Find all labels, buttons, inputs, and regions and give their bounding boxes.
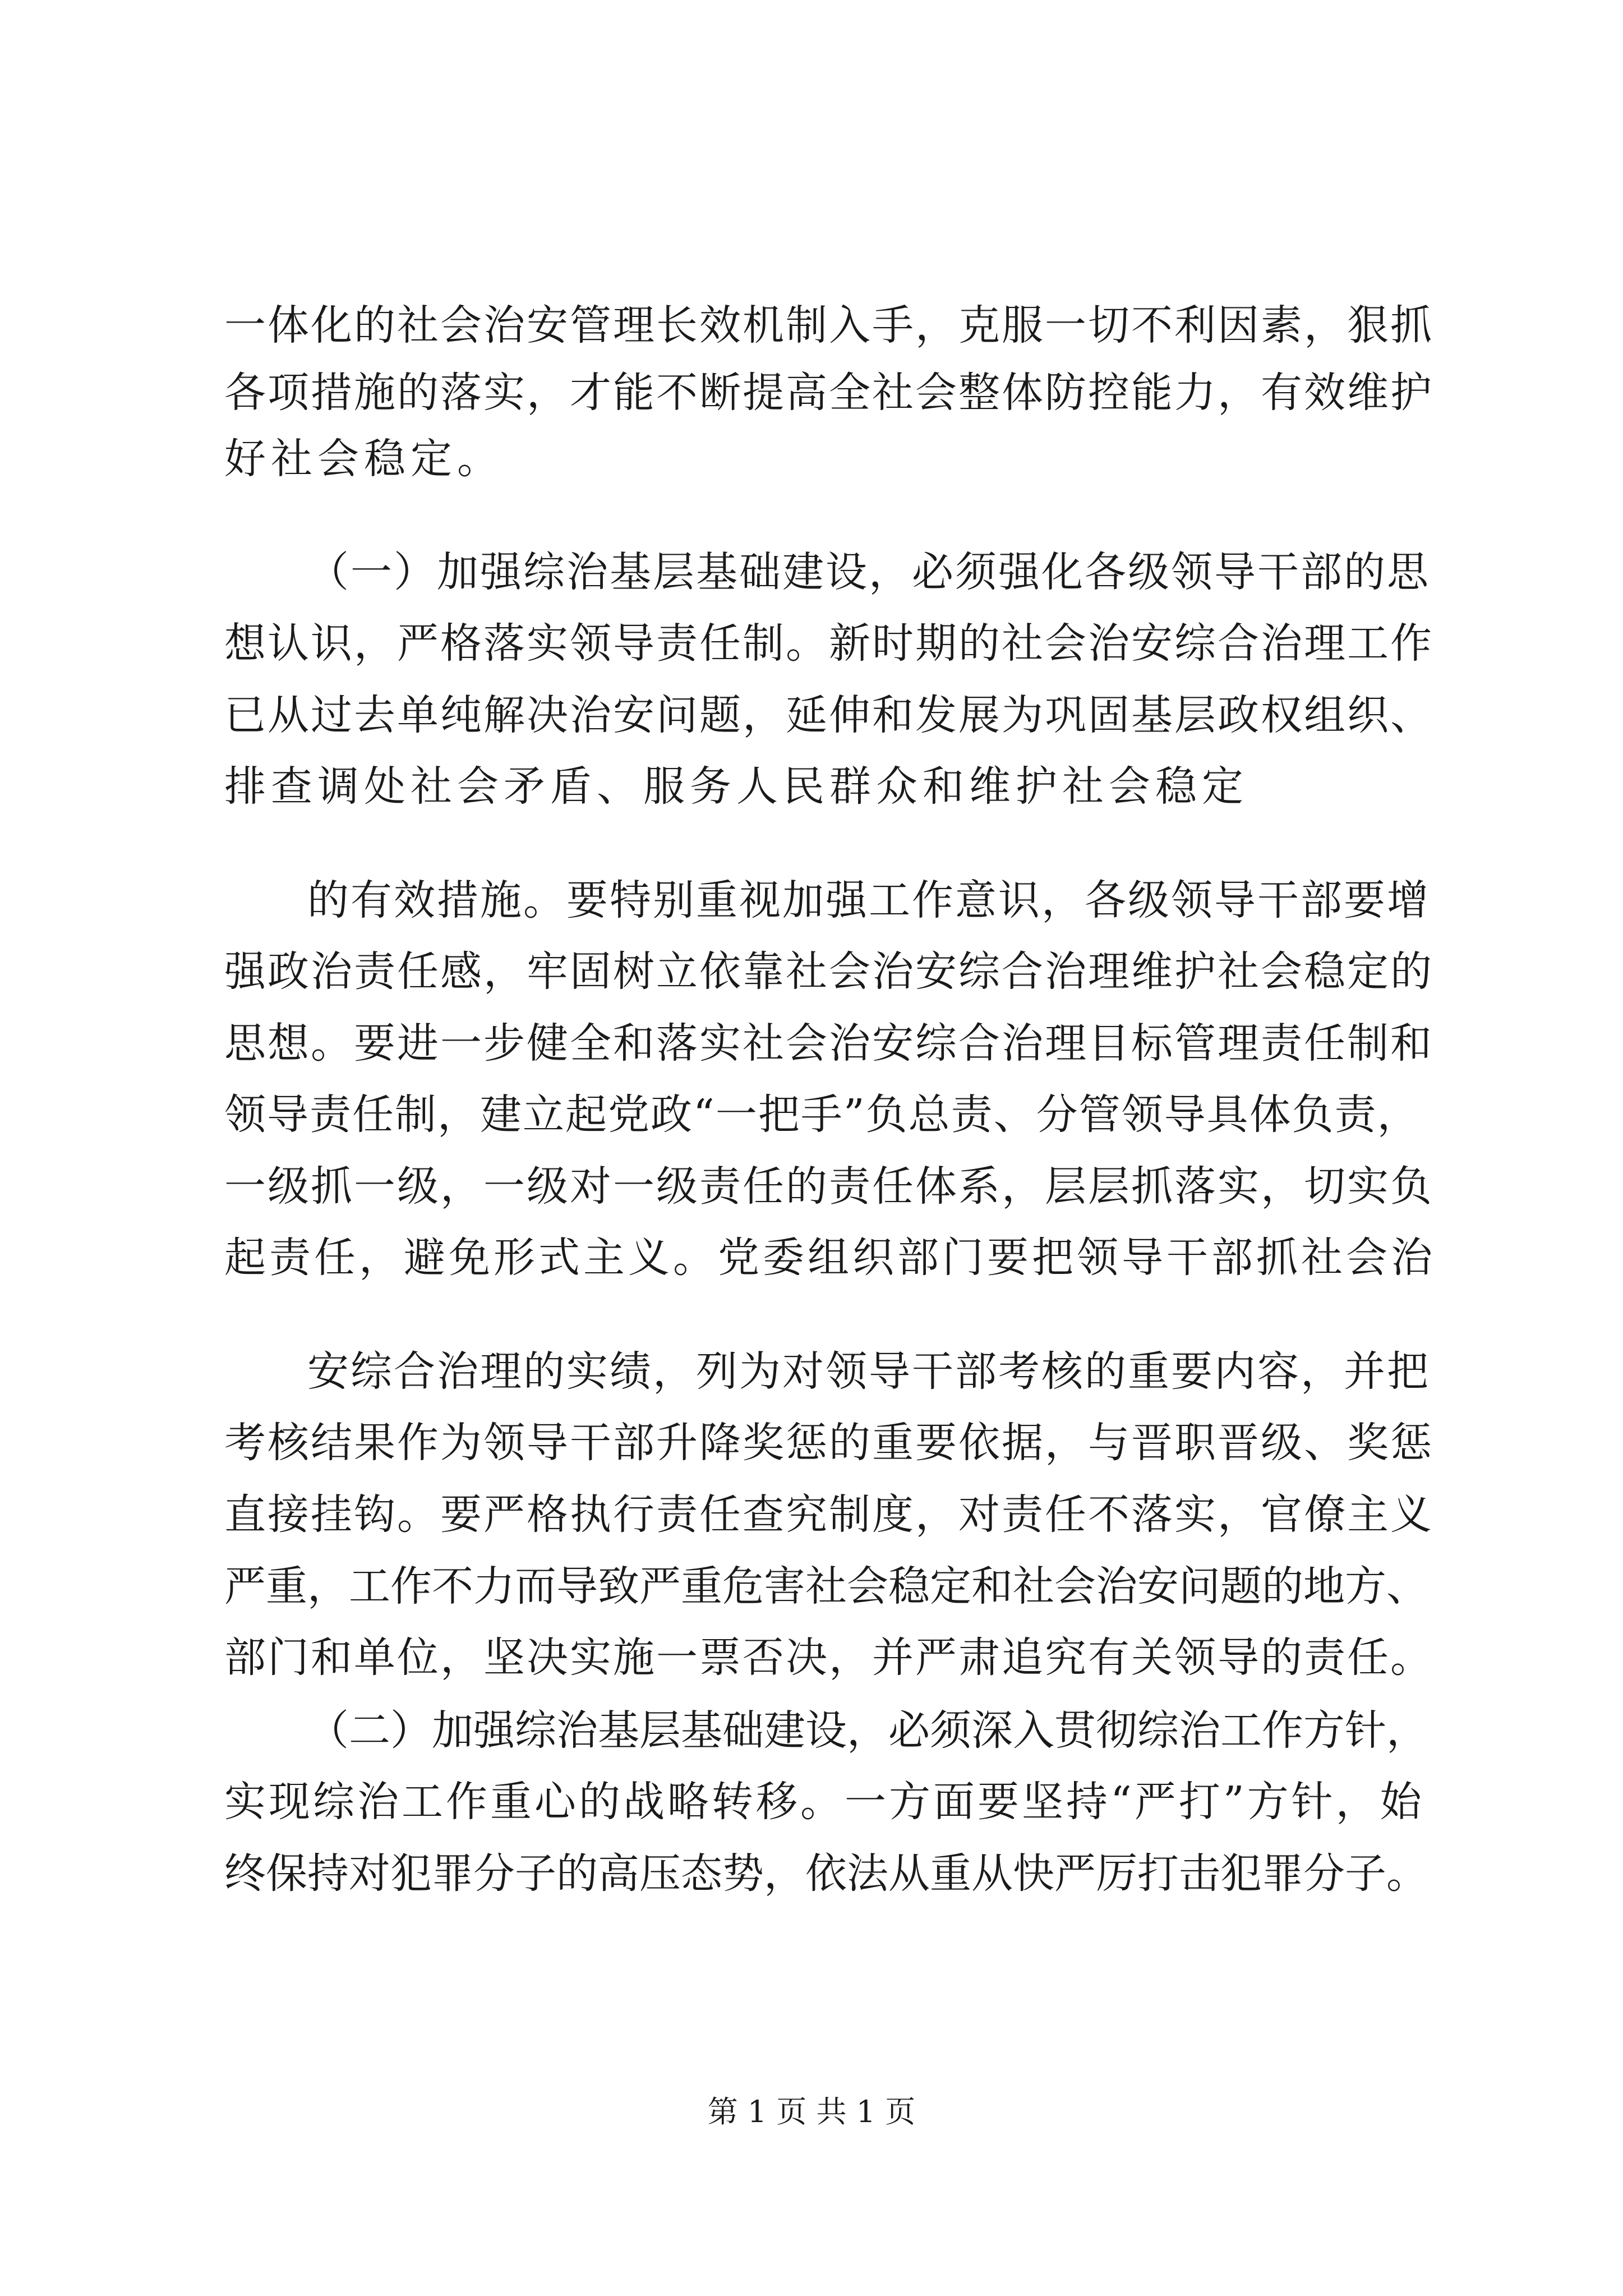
body-text-line: 领导责任制，建立起党政“一把手”负总责、分管领导具体负责， (224, 1091, 1420, 1139)
body-text-line: 安综合治理的实绩，列为对领导干部考核的重要内容，并把 (307, 1347, 1430, 1396)
section-one-heading-line: （一）加强综治基层基础建设，必须强化各级领导干部的思 (307, 548, 1430, 596)
body-text-line: 严重，工作不力而导致严重危害社会稳定和社会治安问题的地方、 (224, 1562, 1428, 1611)
body-text-line: 的有效措施。要特别重视加强工作意识，各级领导干部要增 (307, 876, 1430, 924)
body-text-line: 强政治责任感，牢固树立依靠社会治安综合治理维护社会稳定的 (224, 947, 1433, 996)
body-text-line: 思想。要进一步健全和落实社会治安综合治理目标管理责任制和 (224, 1019, 1433, 1068)
body-text-line: 考核结果作为领导干部升降奖惩的重要依据，与晋职晋级、奖惩 (224, 1419, 1433, 1467)
body-text-line: 已从过去单纯解决治安问题，延伸和发展为巩固基层政权组织、 (224, 691, 1433, 739)
page-footer: 第 1 页 共 1 页 (707, 2094, 916, 2129)
body-text-line: 好社会稳定。 (224, 435, 504, 483)
section-two-heading-line: （二）加强综治基层基础建设，必须深入贯彻综治工作方针， (307, 1706, 1428, 1755)
body-text-line: 部门和单位，坚决实施一票否决，并严肃追究有关领导的责任。 (224, 1634, 1433, 1682)
body-text-line: 一体化的社会治安管理长效机制入手，克服一切不利因素，狠抓 (224, 301, 1433, 349)
body-text-line: 排查调处社会矛盾、服务人民群众和维护社会稳定 (224, 762, 1248, 811)
body-text-line: 直接挂钩。要严格执行责任查究制度，对责任不落实，官僚主义 (224, 1490, 1433, 1539)
body-text-line: 实现综治工作重心的战略转移。一方面要坚持“严打”方针，始 (224, 1778, 1424, 1826)
body-text-line: 起责任，避免形式主义。党委组织部门要把领导干部抓社会治 (224, 1234, 1436, 1282)
body-text-line: 一级抓一级，一级对一级责任的责任体系，层层抓落实，切实负 (224, 1162, 1433, 1211)
body-text-line: 想认识，严格落实领导责任制。新时期的社会治安综合治理工作 (224, 619, 1433, 668)
body-text-line: 各项措施的落实，才能不断提高全社会整体防控能力，有效维护 (224, 369, 1433, 417)
body-text-line: 终保持对犯罪分子的高压态势，依法从重从快严厉打击犯罪分子。 (224, 1849, 1428, 1898)
